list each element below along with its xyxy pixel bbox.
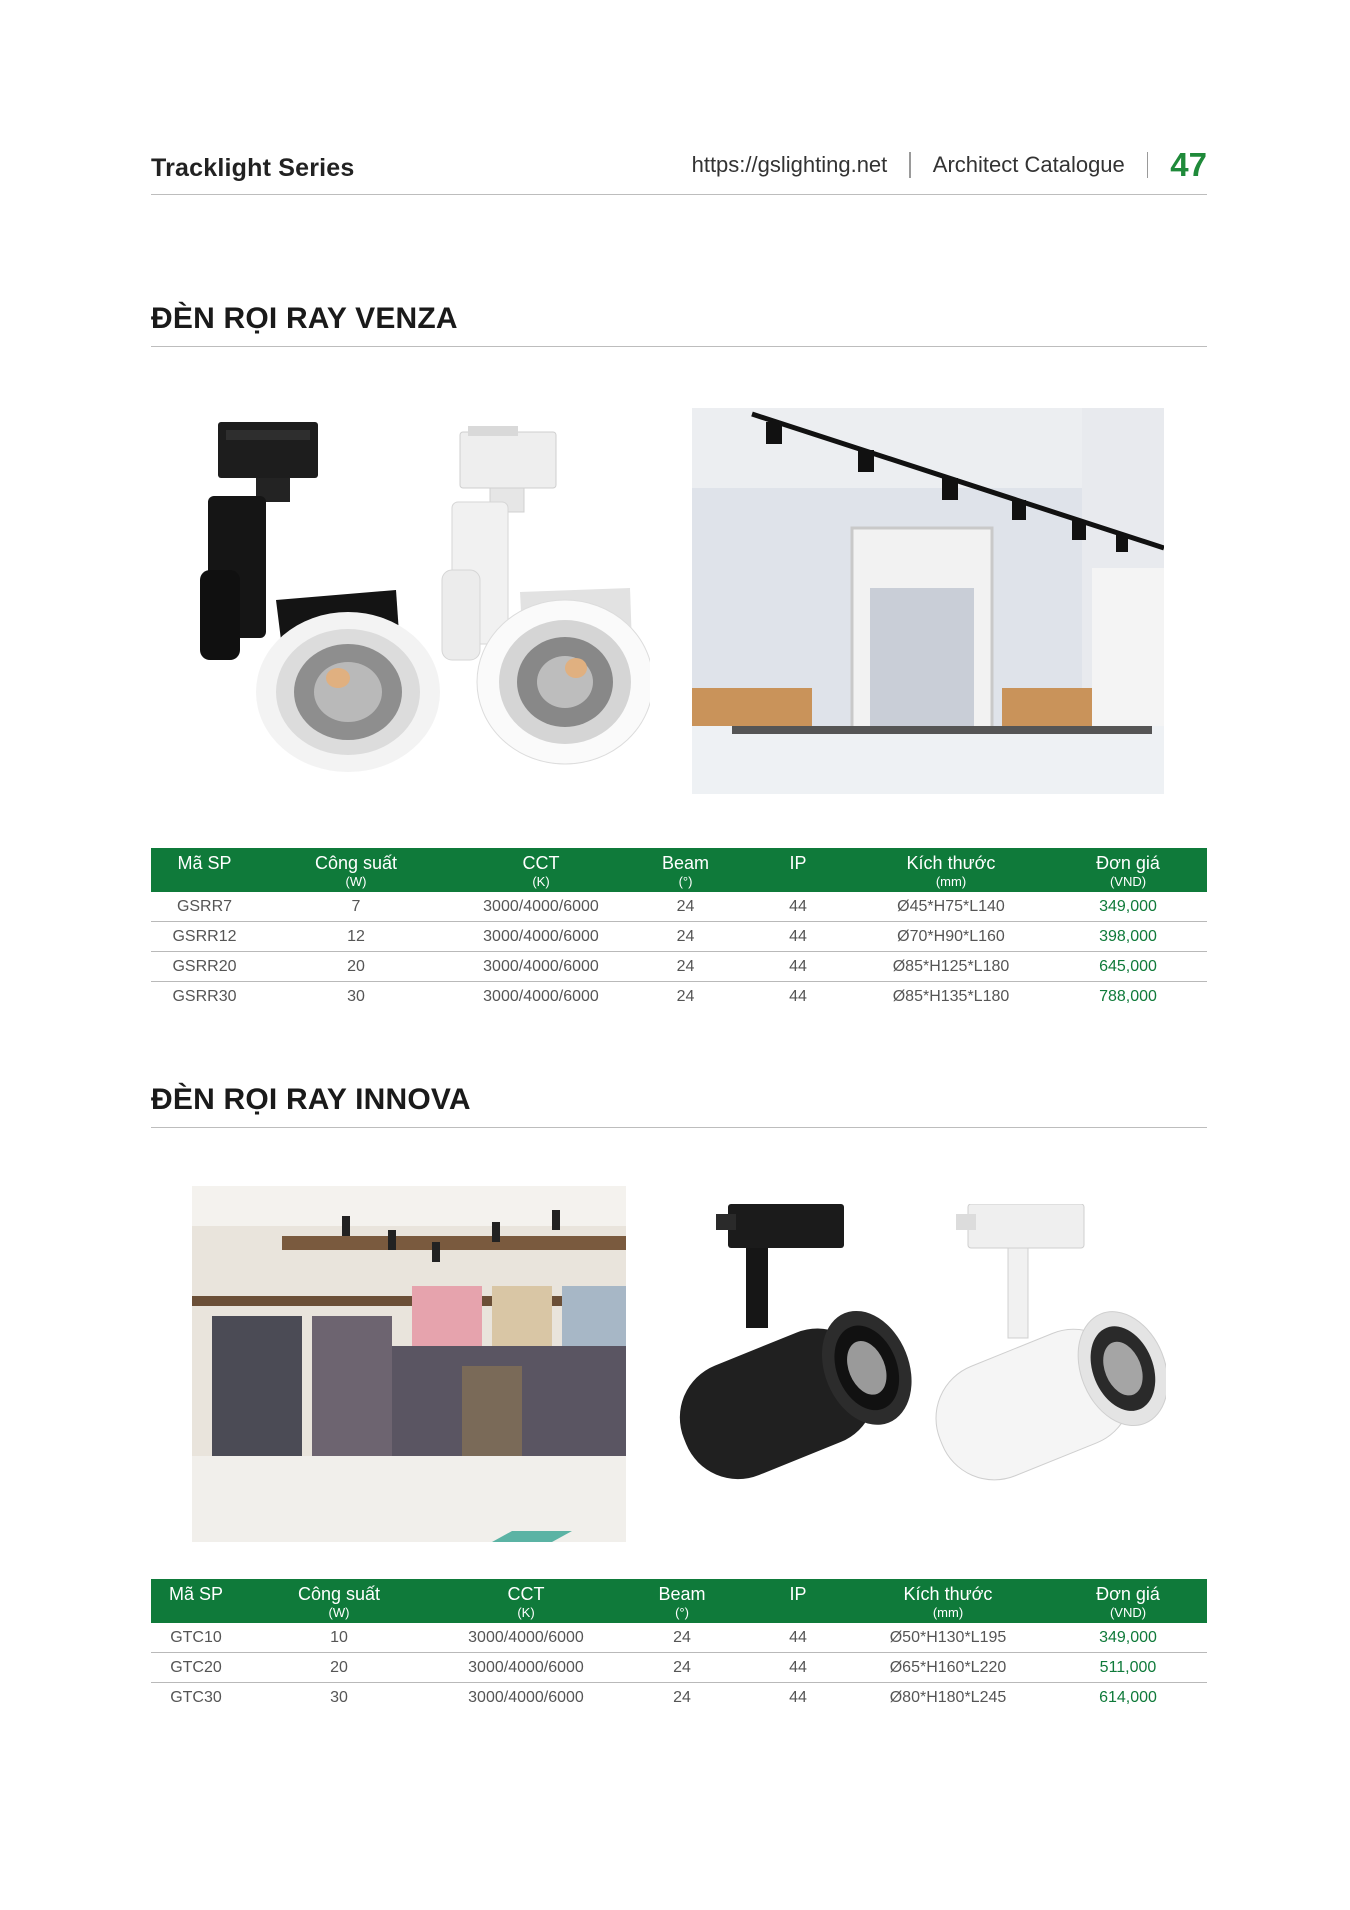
cell-price: 511,000 xyxy=(1049,1653,1207,1683)
cell-ip: 44 xyxy=(749,1623,847,1653)
cell-ip: 44 xyxy=(743,952,853,982)
innova-product-photo xyxy=(668,1204,1166,1524)
table-row xyxy=(151,1653,1207,1683)
cell-beam: 24 xyxy=(615,1623,749,1653)
col-header: Mã SP xyxy=(151,1579,241,1623)
cell-price: 398,000 xyxy=(1049,922,1207,952)
cell-ip: 44 xyxy=(743,892,853,922)
col-header: CCT (K) xyxy=(437,1579,615,1623)
cell-price: 349,000 xyxy=(1049,1623,1207,1653)
cell-size: Ø85*H135*L180 xyxy=(892,987,1010,1005)
header-meta xyxy=(692,146,1207,184)
col-header: Kích thước (mm) xyxy=(853,848,1049,892)
cell-ip: 44 xyxy=(789,987,807,1005)
col-header: IP xyxy=(743,848,853,892)
col-header: Mã SP xyxy=(151,848,258,892)
website-link[interactable]: https://gslighting.net xyxy=(691,152,888,177)
cell-ip: 44 xyxy=(749,1653,847,1683)
cell-code: GTC20 xyxy=(151,1653,241,1683)
cell-price: 349,000 xyxy=(1049,892,1207,922)
cell-code: GTC10 xyxy=(151,1623,241,1653)
table-row xyxy=(151,892,1207,922)
cell-size: Ø70*H90*L160 xyxy=(853,922,1049,952)
cell-code: GSRR20 xyxy=(151,952,258,982)
cell-power: 20 xyxy=(241,1653,437,1683)
venza-product-photo xyxy=(190,420,650,782)
innova-spec-table xyxy=(151,1579,1207,1712)
header-divider xyxy=(1147,152,1149,178)
col-header: Beam (°) xyxy=(628,848,743,892)
innova-application-photo xyxy=(192,1186,626,1542)
cell-beam: 24 xyxy=(676,987,695,1005)
showroom-illustration xyxy=(692,408,1164,794)
cell-price: 788,000 xyxy=(1099,987,1157,1005)
cell-size: Ø85*H125*L180 xyxy=(853,952,1049,982)
cell-beam: 24 xyxy=(673,1688,691,1706)
col-header: CCT (K) xyxy=(454,848,628,892)
cell-cct: 3000/4000/6000 xyxy=(454,952,628,982)
col-header: Công suất (W) xyxy=(241,1579,437,1623)
col-header: Đơn giá (VND) xyxy=(1049,1579,1207,1623)
col-header: Kích thước (mm) xyxy=(847,1579,1049,1623)
cell-size: Ø65*H160*L220 xyxy=(847,1653,1049,1683)
cell-cct: 3000/4000/6000 xyxy=(468,1688,584,1706)
table-row xyxy=(151,922,1207,952)
col-header: Công suất (W) xyxy=(258,848,454,892)
cell-price: 614,000 xyxy=(1099,1688,1157,1706)
innova-spotlights-illustration xyxy=(668,1204,1166,1524)
cell-cct: 3000/4000/6000 xyxy=(454,892,628,922)
venza-application-photo xyxy=(692,408,1164,794)
page-number: 47 xyxy=(1170,146,1207,183)
cell-code: GSRR7 xyxy=(151,892,258,922)
venza-spotlights-illustration xyxy=(190,420,650,782)
series-title: Tracklight Series xyxy=(151,154,355,182)
cell-ip: 44 xyxy=(743,922,853,952)
clothing-store-illustration xyxy=(192,1186,626,1542)
section-title-innova: ĐÈN RỌI RAY INNOVA xyxy=(151,1083,1207,1128)
cell-power: 20 xyxy=(258,952,454,982)
cell-beam: 24 xyxy=(628,952,743,982)
catalogue-name: Architect Catalogue xyxy=(932,152,1125,177)
col-header: Beam (°) xyxy=(615,1579,749,1623)
cell-size: Ø45*H75*L140 xyxy=(853,892,1049,922)
cell-price: 645,000 xyxy=(1049,952,1207,982)
cell-code: GTC30 xyxy=(170,1688,222,1706)
table-row xyxy=(151,982,1207,1012)
cell-cct: 3000/4000/6000 xyxy=(454,922,628,952)
table-row xyxy=(151,952,1207,982)
col-header: IP xyxy=(749,1579,847,1623)
section-title-venza: ĐÈN RỌI RAY VENZA xyxy=(151,302,1207,347)
table-row xyxy=(151,1623,1207,1653)
table-row xyxy=(151,1683,1207,1713)
cell-beam: 24 xyxy=(615,1653,749,1683)
cell-size: Ø50*H130*L195 xyxy=(847,1623,1049,1653)
table-header-row xyxy=(151,848,1207,892)
cell-cct: 3000/4000/6000 xyxy=(483,987,599,1005)
cell-beam: 24 xyxy=(628,922,743,952)
col-header: Đơn giá (VND) xyxy=(1049,848,1207,892)
cell-code: GSRR30 xyxy=(172,987,237,1005)
header-divider xyxy=(909,152,911,178)
cell-power: 30 xyxy=(330,1688,348,1706)
cell-power: 30 xyxy=(347,987,365,1005)
cell-cct: 3000/4000/6000 xyxy=(437,1653,615,1683)
cell-power: 10 xyxy=(241,1623,437,1653)
cell-beam: 24 xyxy=(628,892,743,922)
page-header xyxy=(151,146,1207,195)
cell-power: 12 xyxy=(258,922,454,952)
cell-code: GSRR12 xyxy=(151,922,258,952)
cell-cct: 3000/4000/6000 xyxy=(437,1623,615,1653)
venza-spec-table xyxy=(151,848,1207,1011)
table-header-row xyxy=(151,1579,1207,1623)
cell-power: 7 xyxy=(258,892,454,922)
cell-ip: 44 xyxy=(789,1688,807,1706)
cell-size: Ø80*H180*L245 xyxy=(889,1688,1007,1706)
